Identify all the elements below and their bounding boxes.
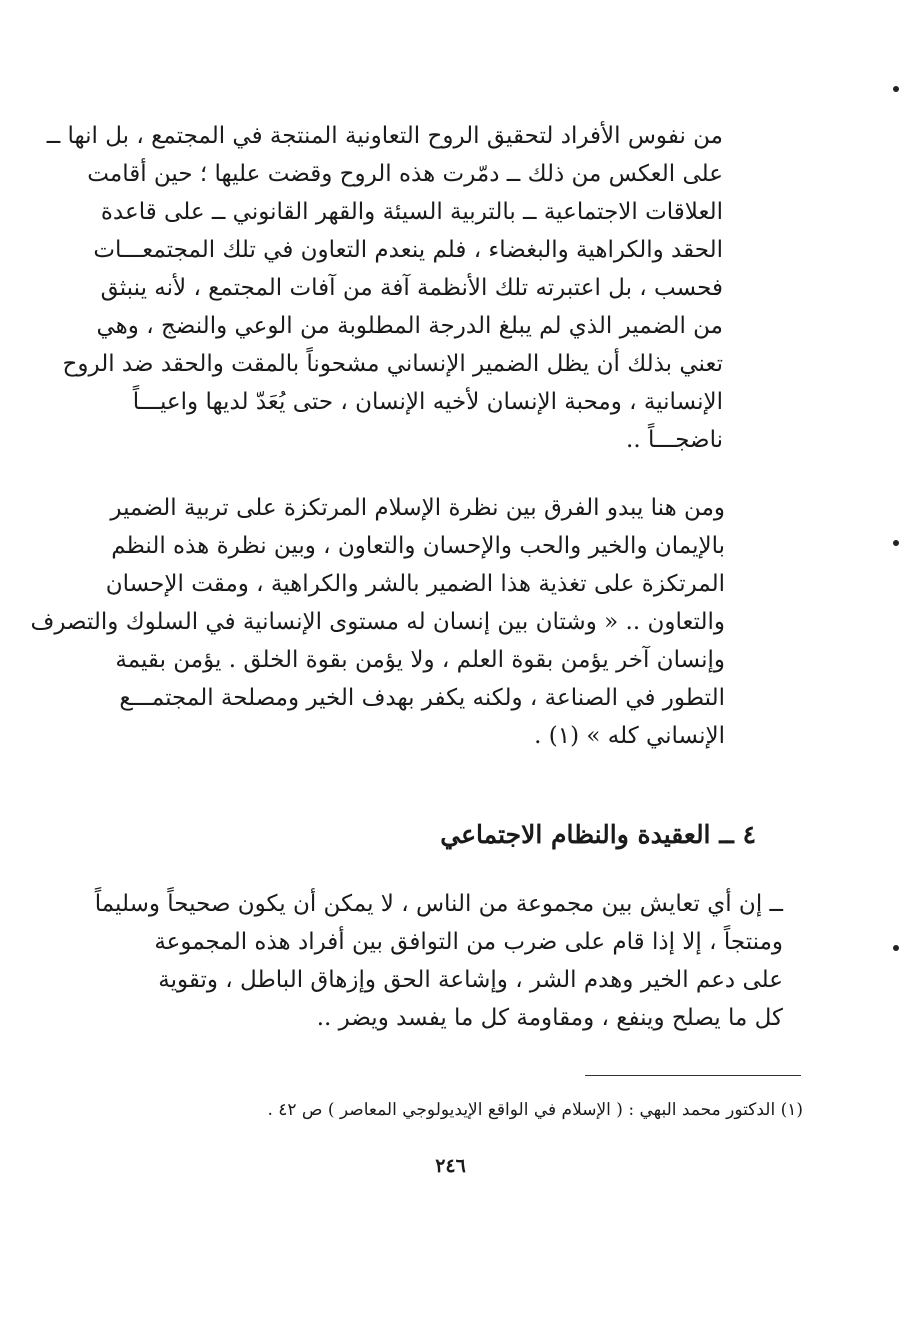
text-line: المرتكزة على تغذية هذا الضمير بالشر والكراهية ، ومقت الإحسان	[105, 571, 725, 597]
page-number: ٢٤٦	[435, 1155, 466, 1177]
text-line: فحسب ، بل اعتبرته تلك الأنظمة آفة من آفات المجتمع ، لأنه ينبثق	[100, 275, 723, 301]
text-line: العلاقات الاجتماعية ــ بالتربية السيئة والقهر القانوني ــ على قاعدة	[100, 199, 723, 225]
text-line: بالإيمان والخير والحب والإحسان والتعاون ، وبين نظرة هذه النظم	[111, 533, 725, 559]
text-line: من نفوس الأفراد لتحقيق الروح التعاونية المنتجة في المجتمع ، بل انها ــ	[46, 123, 723, 149]
text-line: ومن هنا يبدو الفرق بين نظرة الإسلام المرتكزة على تربية الضمير	[110, 495, 725, 521]
scan-edge-mark	[893, 945, 899, 951]
scan-edge-mark	[893, 86, 899, 92]
footnote: (١) الدكتور محمد البهي : ( الإسلام في الواقع الإيديولوجي المعاصر ) ص ٤٢ .	[267, 1100, 803, 1120]
paragraph-1	[46, 117, 723, 459]
text-line: الإنسانية ، ومحبة الإنسان لأخيه الإنسان ، حتى يُعَدّ لديها واعيـــاً	[132, 389, 723, 415]
scan-edge-mark	[893, 540, 899, 546]
text-line: ــ إن أي تعايش بين مجموعة من الناس ، لا يمكن أن يكون صحيحاً وسليماً	[94, 891, 783, 917]
text-line: ناضجـــاً ..	[626, 427, 723, 453]
text-line: كل ما يصلح وينفع ، ومقاومة كل ما يفسد ويضر ..	[316, 1005, 783, 1031]
text-line: تعني بذلك أن يظل الضمير الإنساني مشحوناً بالمقت والحقد ضد الروح	[62, 351, 723, 377]
paragraph-3	[83, 885, 783, 1037]
paragraph-2	[30, 489, 725, 755]
text-line: والتعاون .. « وشتان بين إنسان له مستوى الإنسانية في السلوك والتصرف	[30, 609, 725, 635]
section-heading: ٤ ــ العقيدة والنظام الاجتماعي	[440, 820, 756, 849]
text-line: ومنتجاً ، إلا إذا قام على ضرب من التوافق بين أفراد هذه المجموعة	[154, 929, 783, 955]
text-line: الإنساني كله » (١) .	[534, 723, 725, 749]
footnote-divider	[585, 1075, 801, 1076]
text-line: من الضمير الذي لم يبلغ الدرجة المطلوبة من الوعي والنضج ، وهي	[96, 313, 723, 339]
text-line: على دعم الخير وهدم الشر ، وإشاعة الحق وإزهاق الباطل ، وتقوية	[158, 967, 783, 993]
text-line: التطور في الصناعة ، ولكنه يكفر بهدف الخير ومصلحة المجتمـــع	[119, 685, 725, 711]
text-line: الحقد والكراهية والبغضاء ، فلم ينعدم التعاون في تلك المجتمعـــات	[93, 237, 723, 263]
text-line: وإنسان آخر يؤمن بقوة العلم ، ولا يؤمن بقوة الخلق . يؤمن بقيمة	[115, 647, 725, 673]
text-line: على العكس من ذلك ــ دمّرت هذه الروح وقضت عليها ؛ حين أقامت	[87, 161, 723, 187]
